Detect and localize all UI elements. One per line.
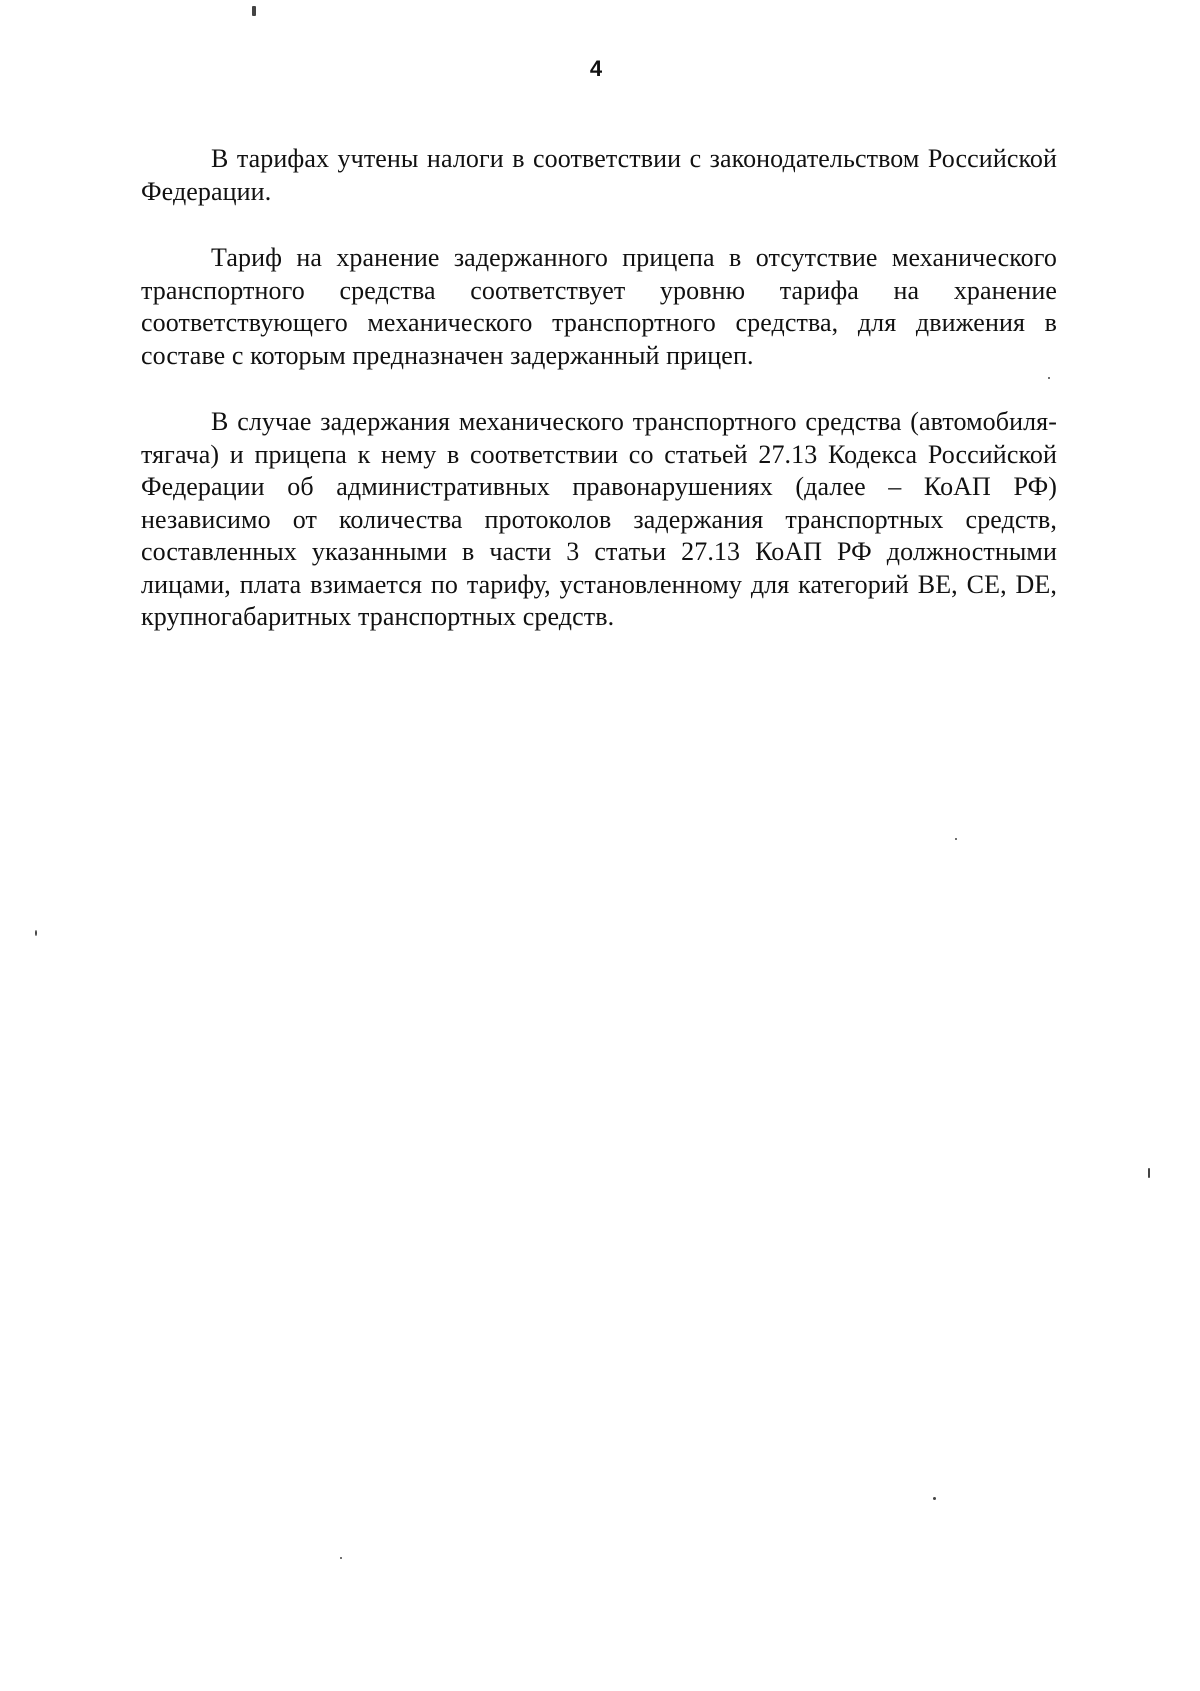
scan-speck: [933, 1497, 936, 1500]
scan-speck: [35, 930, 37, 936]
scan-speck: [252, 6, 256, 16]
scan-speck: [1048, 377, 1050, 379]
page-number-value: 4: [589, 56, 603, 81]
scan-speck: [340, 1557, 342, 1559]
paragraph-taxes: В тарифах учтены налоги в соответствии с законодательством Российской Федерации.: [141, 144, 1057, 206]
document-body: [141, 143, 1057, 668]
paragraph-trailer-storage: Тариф на хранение задержанного прицепа в отсутствие механического транспортного средства соответствует уровню тарифа на хранение соответствующего механического транспортного средства, для движения в составе с которым предназначен задержанный прицеп.: [141, 243, 1057, 370]
scan-speck: [955, 838, 957, 840]
paragraph-vehicle-detention: В случае задержания механического транспортного средства (автомобиля-тягача) и прицепа к нему в соответствии со статьей 27.13 Кодекса Российской Федерации об административных правонарушениях (далее – КоАП РФ) независимо от количества протоколов задержания транспортных средств, составленных указанными в части 3 статьи 27.13 КоАП РФ должностными лицами, плата взимается по тарифу, установленному для категорий ВЕ, СЕ, DЕ, крупногабаритных транспортных средств.: [141, 407, 1057, 631]
page-number: [0, 56, 1200, 82]
scan-speck: [1148, 1168, 1150, 1178]
